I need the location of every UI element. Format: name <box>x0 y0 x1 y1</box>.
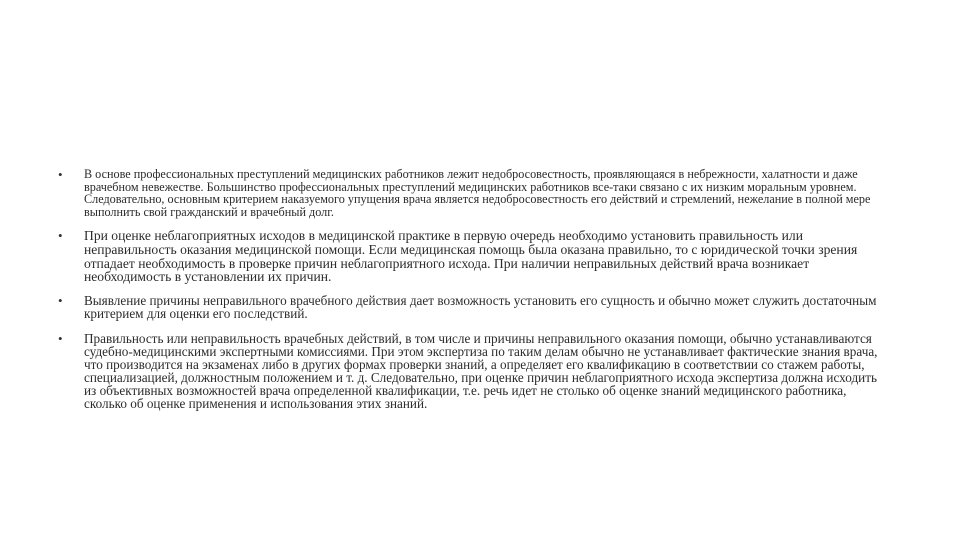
bullet-dot-icon: • <box>58 330 63 346</box>
bullet-item <box>58 168 888 218</box>
bullet-list <box>58 168 888 410</box>
bullet-dot-icon: • <box>58 292 63 308</box>
bullet-item <box>58 332 888 411</box>
bullet-text: Выявление причины неправильного врачебного действия дает возможность установить его сущность и обычно может служить достаточным критерием для оценки его последствий. <box>84 292 877 322</box>
bullet-text: В основе профессиональных преступлений медицинских работников лежит недобросовестность, проявляющаяся в небрежности, халатности и даже врачебном невежестве. Большинство профессиональных преступлений медицинских работников все-таки связано с их низким моральным уровнем. Следовательно, основным критерием наказуемого упущения врача является недобросовестность его действий и стремлений, нежелание в полной мере выполнить свой гражданский и врачебный долг. <box>84 167 871 219</box>
bullet-text: При оценке неблагоприятных исходов в медицинской практике в первую очередь необходимо установить правильность или неправильность оказания медицинской помощи. Если медицинская помощь была оказана правильно, то с юридической точки зрения отпадает необходимость в проверке причин неблагоприятного исхода. При наличии неправильных действий врача возникает необходимость в установлении их причин. <box>84 228 858 285</box>
bullet-dot-icon: • <box>58 228 63 244</box>
bullet-text: Правильность или неправильность врачебных действий, в том числе и причины неправильного оказания помощи, обычно устанавливаются судебно-медицинскими экспертными комиссиями. При этом экспертиза по таким делам обычно не устанавливает фактические знания врача, что производится на экзаменах либо в других формах проверки знаний, а определяет его квалификацию в соответствии со стажем работы, специализацией, должностным положением и т. д. Следовательно, при оценке причин неблагоприятного исхода экспертиза должна исходить из объективных возможностей врача определенной квалификации, т.е. речь идет не столько об оценке знаний медицинского работника, сколько об оценке применения и использования этих знаний. <box>84 330 878 412</box>
bullet-item <box>58 229 888 283</box>
bullet-item <box>58 294 888 321</box>
bullet-dot-icon: • <box>58 167 63 182</box>
